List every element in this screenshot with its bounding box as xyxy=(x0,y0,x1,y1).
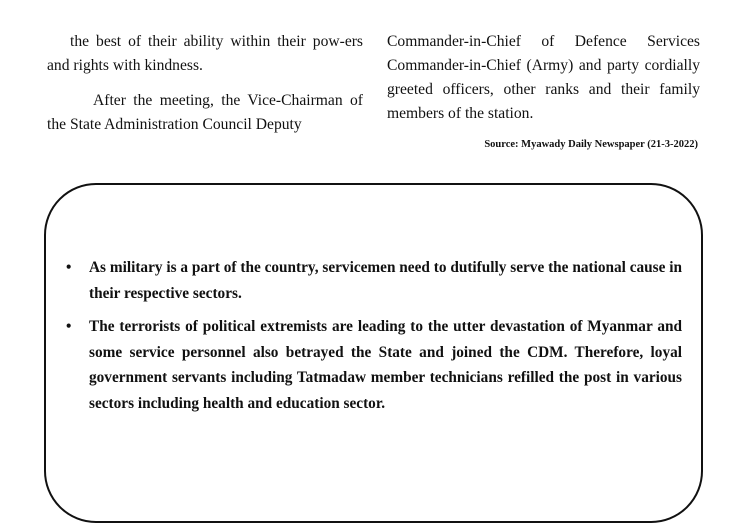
right-column xyxy=(387,30,700,126)
bullet-item xyxy=(66,255,682,306)
bullet-text: The terrorists of political extremists are leading to the utter devastation of Myanmar and some service personnel also betrayed the State and joined the CDM. Therefore, loyal government servants including Tatmadaw member technicians refilled the post in various sectors including health and education sector. xyxy=(89,318,682,412)
left-paragraph-2: After the meeting, the Vice-Chairman of the State Administration Council Deputy xyxy=(47,92,363,133)
source-citation: Source: Myawady Daily Newspaper (21-3-2022) xyxy=(484,139,698,150)
bullet-icon: • xyxy=(66,318,72,336)
bullet-text: As military is a part of the country, servicemen need to dutifully serve the national cause in their respective sectors. xyxy=(89,259,682,302)
callout-bullet-list xyxy=(66,255,682,425)
bullet-item xyxy=(66,314,682,416)
left-paragraph-1: the best of their ability within their pow-ers and rights with kindness. xyxy=(47,33,363,74)
bullet-icon: • xyxy=(66,259,72,276)
right-paragraph-1: Commander-in-Chief of Defence Services Commander-in-Chief (Army) and party cordially greeted officers, other ranks and their family members of the station. xyxy=(387,33,700,122)
left-column xyxy=(47,30,363,137)
